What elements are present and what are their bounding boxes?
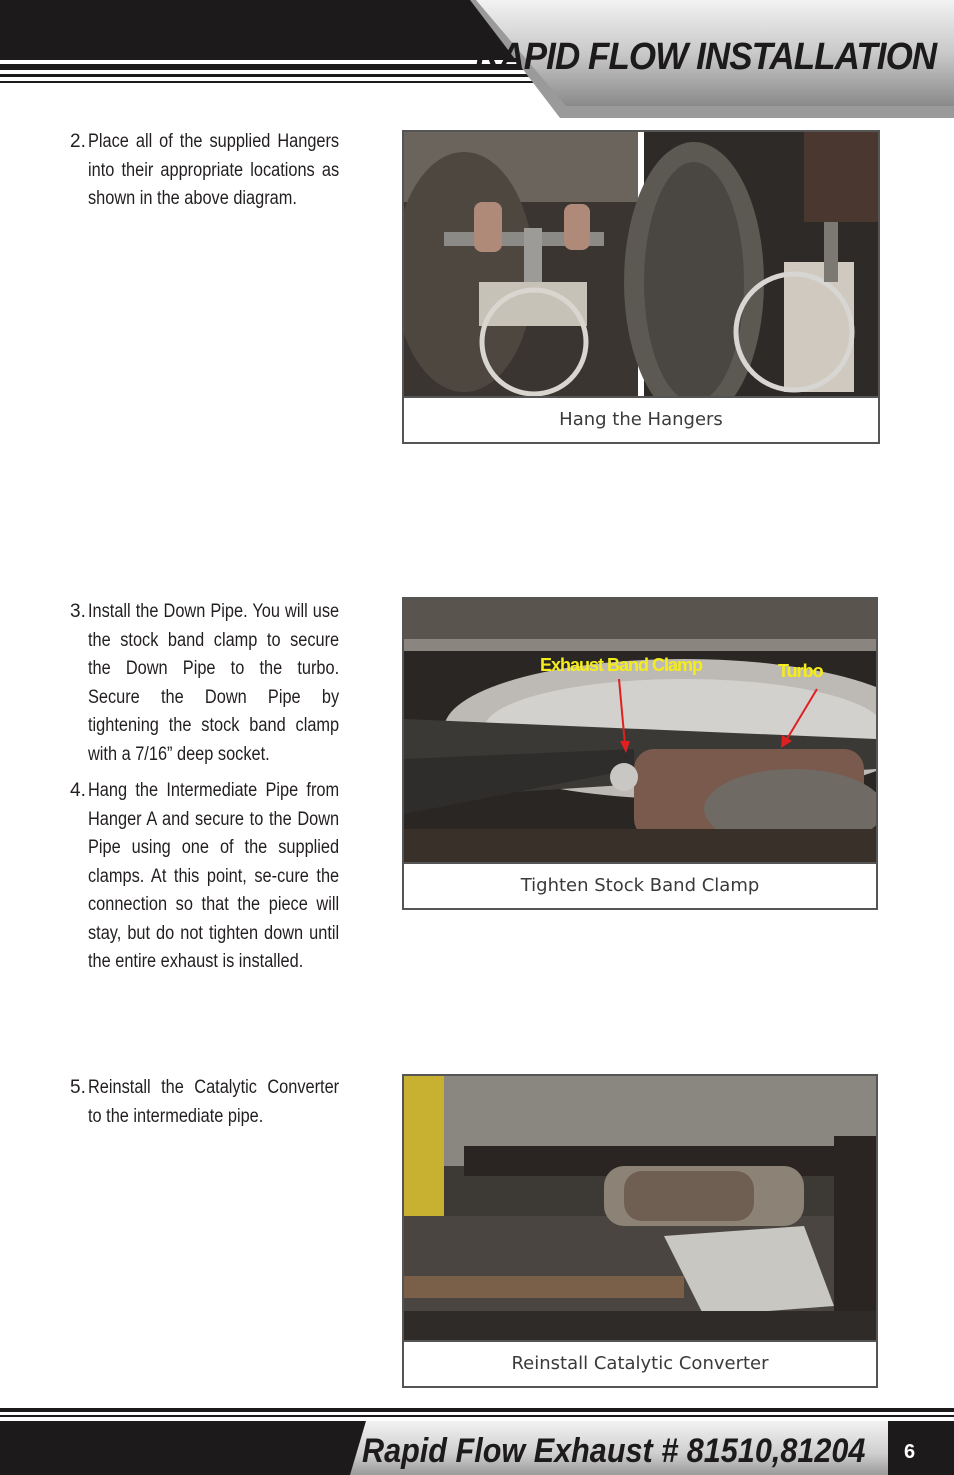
step-2 — [70, 128, 380, 222]
footer-stripe — [0, 1415, 954, 1417]
footer-stripe — [0, 1408, 954, 1412]
hangers-photo — [404, 132, 878, 398]
figure-catalytic — [402, 1074, 878, 1388]
step-text: Place all of the supplied Hangers into their appropriate locations as shown in the above diagram. — [88, 131, 340, 209]
figure-caption: Hang the Hangers — [404, 396, 878, 442]
footer-title: Rapid Flow Exhaust # 81510,81204 — [362, 1432, 866, 1470]
band-clamp-annotations — [404, 599, 876, 866]
step-text: Install the Down Pipe. You will use the stock band clamp to secure the Down Pipe to the turbo. Secure the Down Pipe by tightening the stock band clamp with a 7/16” deep socket. — [88, 601, 340, 765]
figure-caption: Tighten Stock Band Clamp — [404, 862, 876, 908]
catalytic-photo — [404, 1076, 876, 1344]
step-text: Reinstall the Catalytic Converter to the intermediate pipe. — [88, 1077, 340, 1127]
arrow-clamp — [619, 679, 625, 745]
arrow-turbo — [787, 689, 817, 739]
step-number: 4. — [70, 780, 86, 801]
page-number: 6 — [904, 1441, 916, 1463]
step-5 — [70, 1074, 380, 1139]
label-exhaust-band-clamp: Exhaust Band Clamp — [540, 655, 703, 675]
step-number: 2. — [70, 131, 86, 152]
arrow-clamp-head — [620, 741, 630, 753]
step-number: 3. — [70, 601, 86, 622]
page-title: RAPID FLOW INSTALLATION — [474, 36, 936, 78]
arrow-turbo-head — [781, 735, 792, 748]
figure-hangers — [402, 130, 880, 444]
steps-3-4 — [70, 598, 380, 985]
step-text: Hang the Intermediate Pipe from Hanger A and secure to the Down Pipe using one of the supplied clamps. At this point, se-cure the connection so that the piece will stay, but do not tighten down until the entire exhaust is installed. — [88, 780, 340, 972]
figure-caption: Reinstall Catalytic Converter — [404, 1340, 876, 1386]
figure-band-clamp — [402, 597, 878, 910]
label-turbo: Turbo — [778, 661, 823, 681]
step-number: 5. — [70, 1077, 86, 1098]
